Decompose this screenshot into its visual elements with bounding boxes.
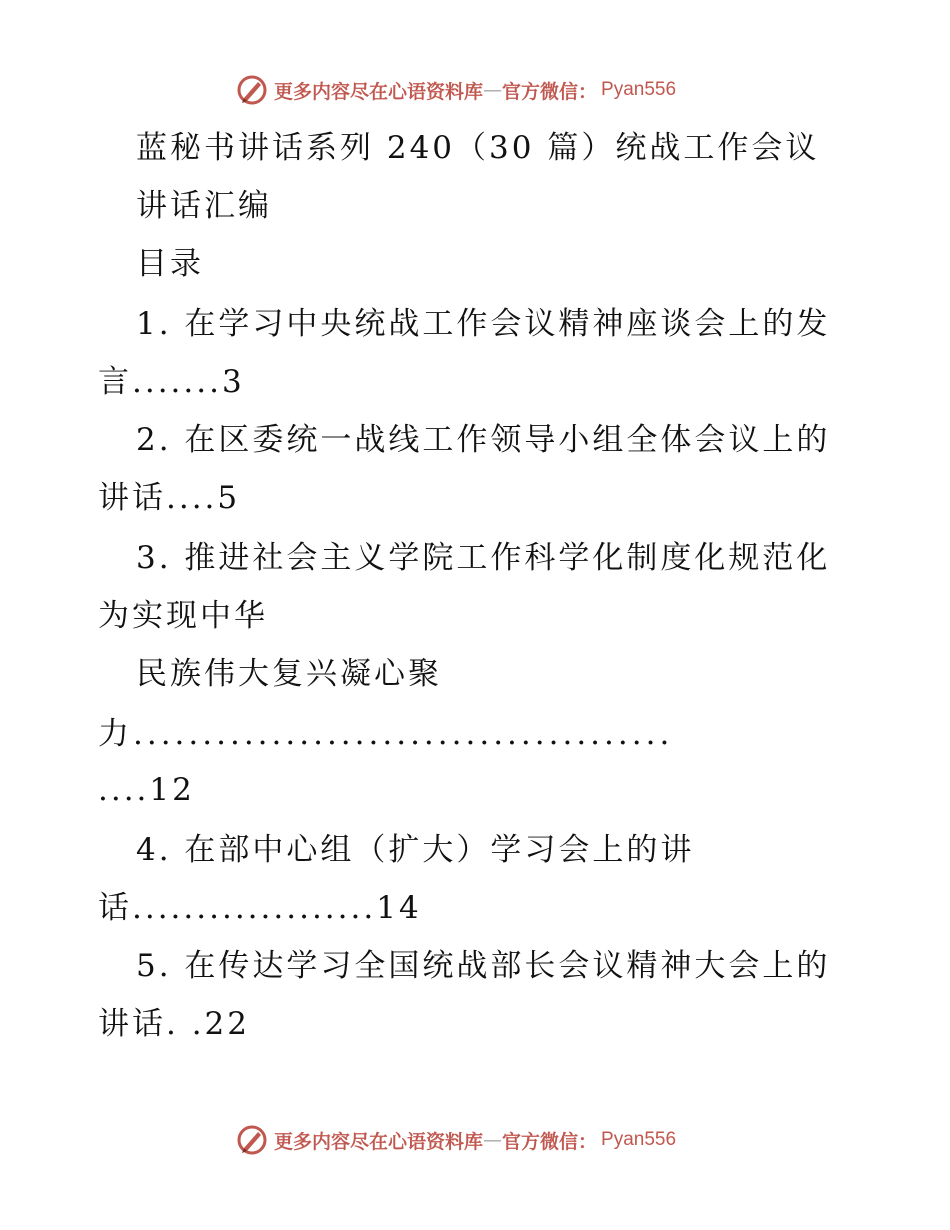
toc-entry-3-line-3: 民族伟大复兴凝心聚 bbox=[136, 656, 442, 692]
toc-entry-1-line-2: 言.......3 bbox=[98, 364, 245, 400]
toc-entry-4-line-2: 话...................14 bbox=[98, 890, 422, 926]
toc-entry-4-line-1: 4. 在部中心组（扩大）学习会上的讲 bbox=[136, 832, 695, 868]
toc-entry-3-line-1: 3. 推进社会主义学院工作科学化制度化规范化 bbox=[136, 540, 831, 576]
watermark-id: Pyan556 bbox=[601, 79, 677, 100]
watermark-label: 官方微信： bbox=[502, 80, 598, 103]
toc-entry-3-line-5: ....12 bbox=[98, 772, 195, 808]
pen-logo-icon bbox=[236, 1124, 268, 1156]
pen-logo-icon bbox=[236, 74, 268, 106]
watermark-separator: — bbox=[483, 1129, 503, 1151]
title-line-2: 讲话汇编 bbox=[136, 188, 272, 224]
watermark-text: 更多内容尽在心语资料库 bbox=[274, 80, 484, 103]
footer-watermark bbox=[236, 1122, 676, 1158]
toc-entry-2-line-1: 2. 在区委统一战线工作领导小组全体会议上的 bbox=[136, 422, 831, 458]
watermark-text: 更多内容尽在心语资料库 bbox=[274, 1130, 484, 1153]
toc-heading: 目录 bbox=[136, 246, 204, 282]
watermark-separator: — bbox=[483, 79, 503, 101]
toc-entry-3-line-2: 为实现中华 bbox=[98, 598, 268, 634]
watermark-id: Pyan556 bbox=[601, 1129, 677, 1150]
title-line-1: 蓝秘书讲话系列 240（30 篇）统战工作会议 bbox=[136, 130, 820, 166]
toc-entry-2-line-2: 讲话....5 bbox=[98, 480, 241, 516]
toc-entry-5-line-1: 5. 在传达学习全国统战部长会议精神大会上的 bbox=[136, 948, 831, 984]
header-watermark bbox=[236, 72, 676, 108]
toc-entry-5-line-2: 讲话. .22 bbox=[98, 1006, 251, 1042]
watermark-label: 官方微信： bbox=[502, 1130, 598, 1153]
toc-entry-3-line-4: 力....................................... bbox=[98, 716, 674, 752]
toc-entry-1-line-1: 1. 在学习中央统战工作会议精神座谈会上的发 bbox=[136, 306, 831, 342]
